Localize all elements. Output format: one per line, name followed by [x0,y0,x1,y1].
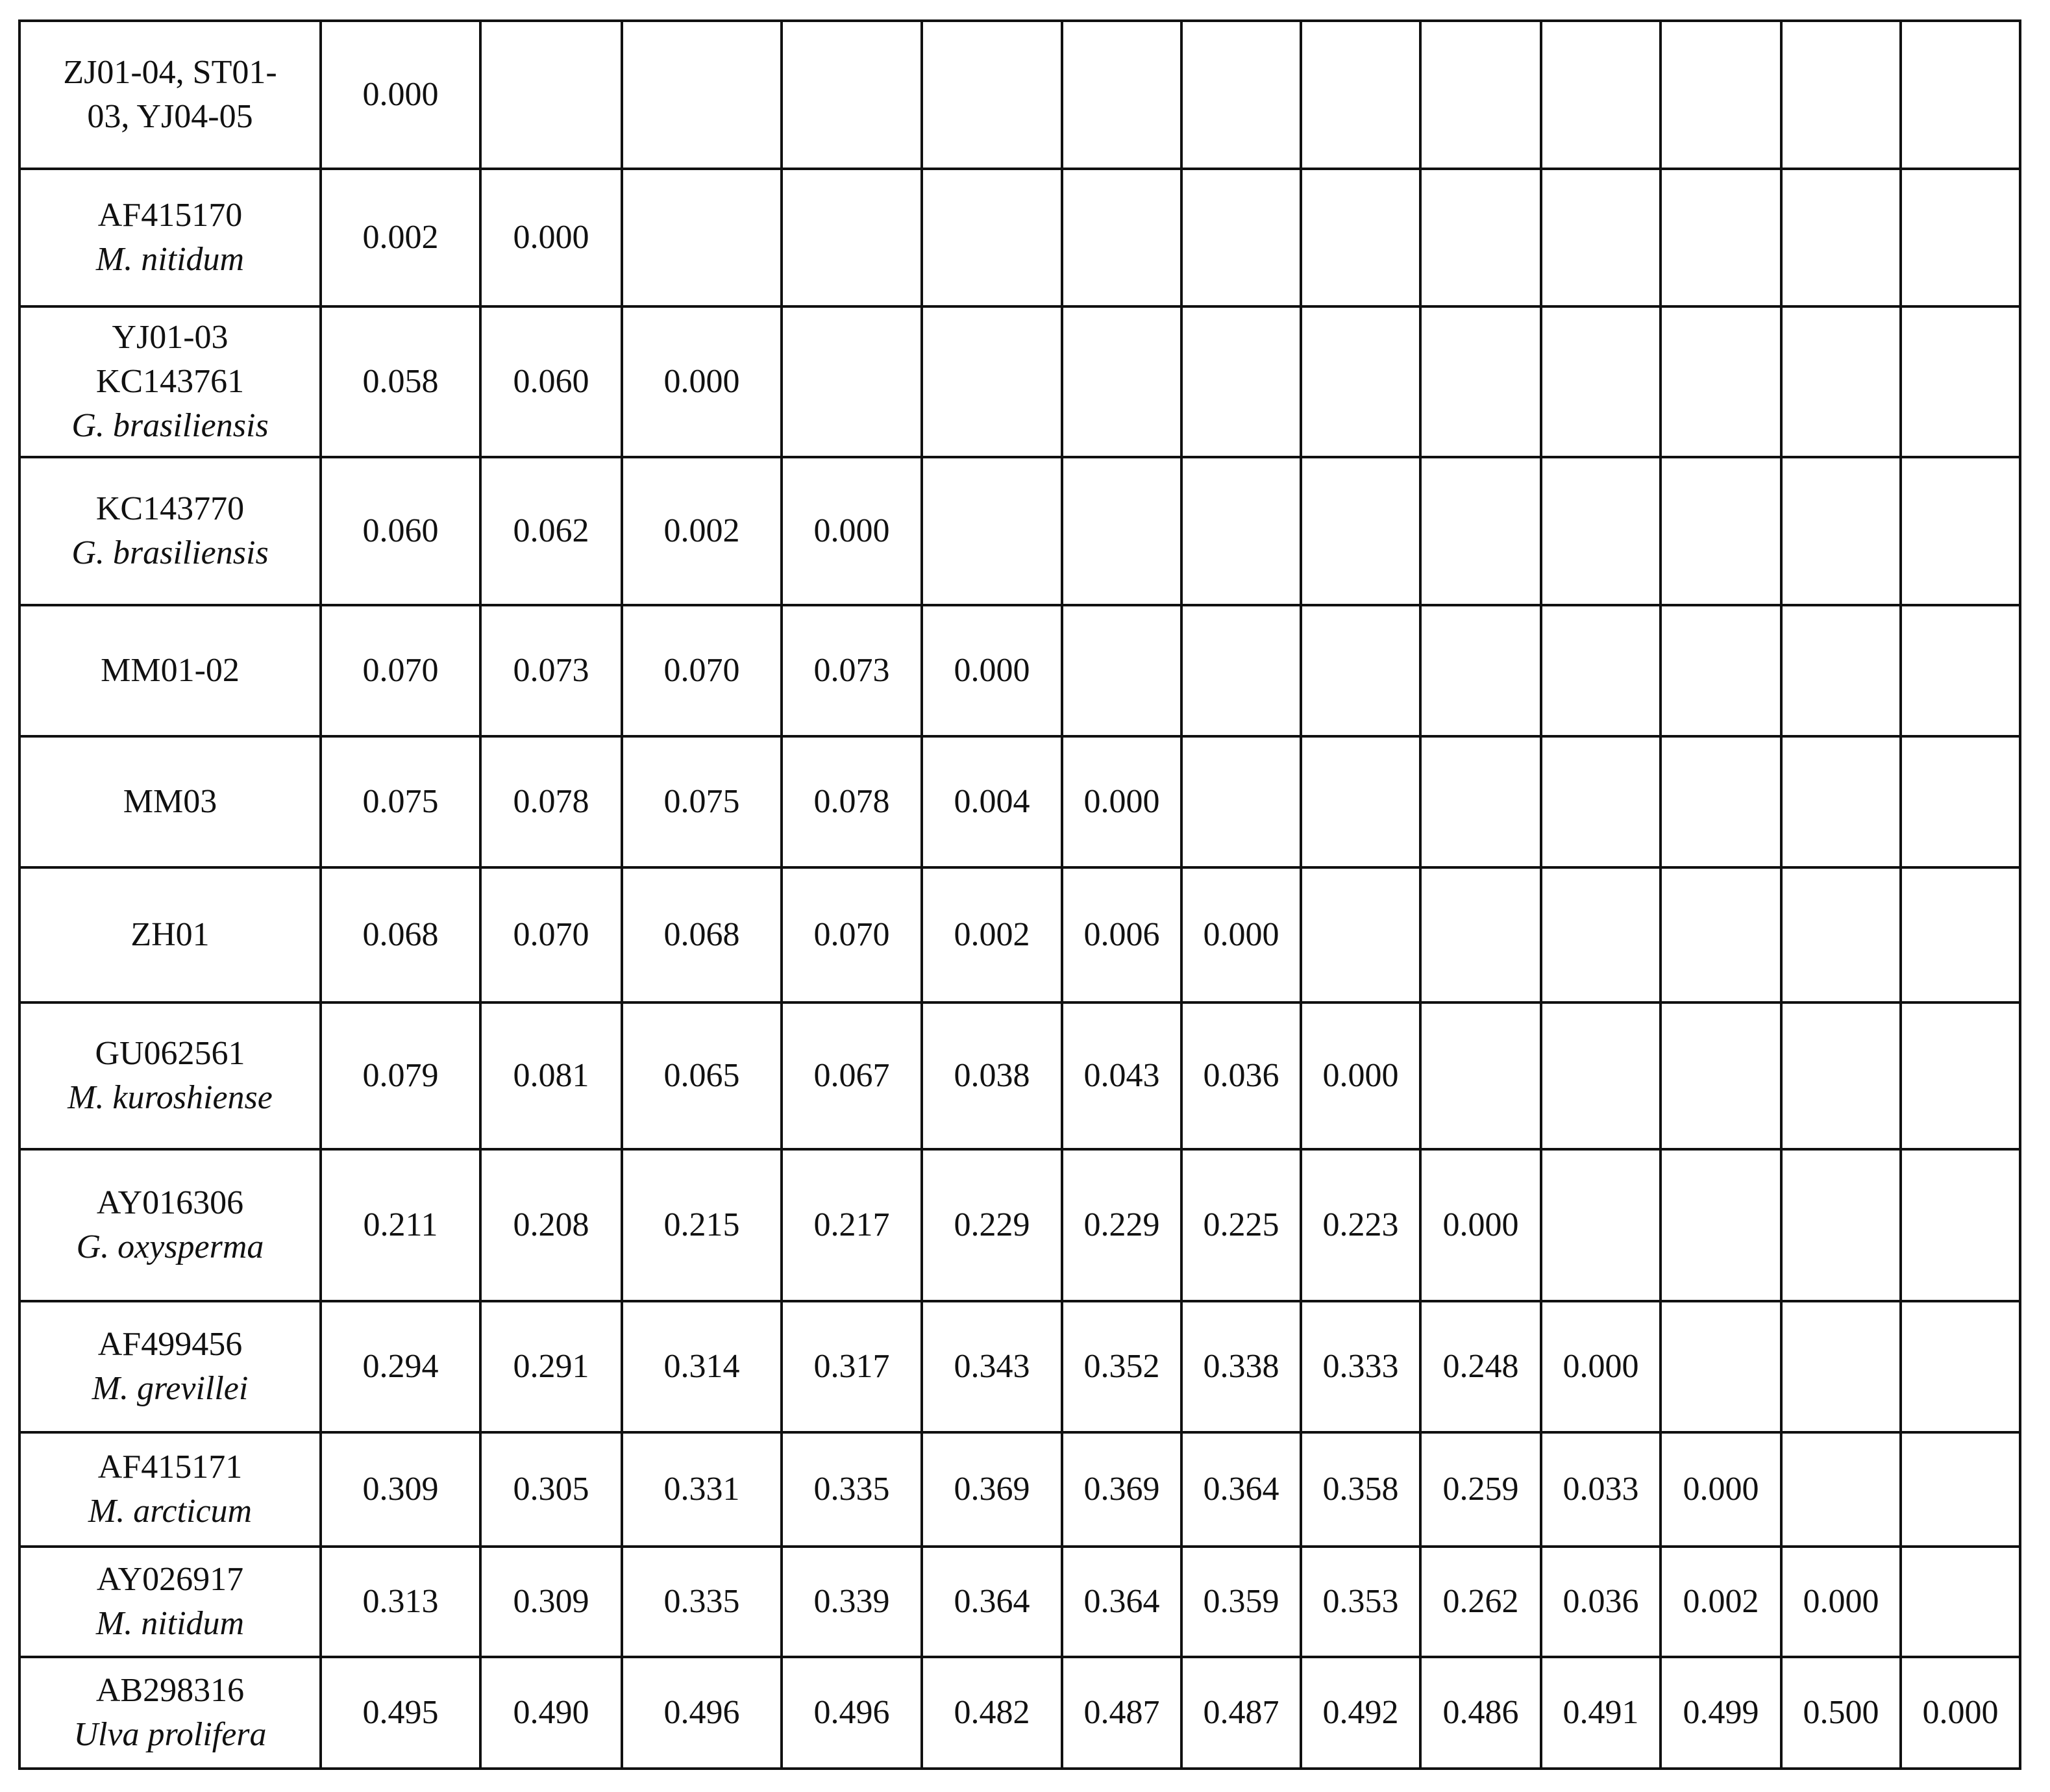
accession-label: YJ01-03 [112,319,228,356]
distance-matrix-table [18,19,2021,1770]
distance-value: 0.313 [321,1547,480,1657]
empty-cell [1661,169,1781,306]
distance-value: 0.217 [782,1149,922,1301]
species-name: M. nitidum [95,1605,245,1642]
matrix-row [19,1002,2020,1149]
empty-cell [1661,457,1781,605]
distance-value: 0.004 [922,736,1062,867]
distance-value: 0.000 [321,21,480,169]
empty-cell [1781,457,1901,605]
distance-value: 0.073 [480,605,622,736]
distance-value: 0.065 [622,1002,782,1149]
distance-value: 0.068 [321,867,480,1002]
empty-cell [1062,21,1181,169]
distance-value: 0.499 [1661,1657,1781,1769]
distance-value: 0.487 [1062,1657,1181,1769]
distance-value: 0.491 [1541,1657,1661,1769]
empty-cell [782,169,922,306]
accession-label: ZJ01-04, ST01- [63,54,277,91]
empty-cell [1301,306,1420,457]
matrix-row [19,1547,2020,1657]
distance-value: 0.338 [1181,1301,1301,1432]
distance-value: 0.000 [1661,1432,1781,1547]
distance-value: 0.482 [922,1657,1062,1769]
matrix-row [19,1432,2020,1547]
empty-cell [1901,867,2020,1002]
distance-value: 0.000 [1301,1002,1420,1149]
distance-value: 0.000 [782,457,922,605]
row-label [19,867,321,1002]
row-label [19,1301,321,1432]
distance-value: 0.495 [321,1657,480,1769]
distance-value: 0.075 [321,736,480,867]
accession-label: AY026917 [96,1561,244,1598]
empty-cell [1901,1547,2020,1657]
empty-cell [1781,1301,1901,1432]
distance-value: 0.000 [480,169,622,306]
row-label [19,605,321,736]
empty-cell [1661,1149,1781,1301]
empty-cell [1420,867,1541,1002]
distance-value: 0.333 [1301,1301,1420,1432]
matrix-row [19,1301,2020,1432]
distance-value: 0.070 [321,605,480,736]
species-name: Ulva prolifera [73,1716,267,1753]
row-label [19,306,321,457]
empty-cell [1301,169,1420,306]
distance-value: 0.364 [922,1547,1062,1657]
row-label [19,736,321,867]
species-name: M. nitidum [95,241,245,278]
distance-value: 0.000 [1541,1301,1661,1432]
matrix-row [19,1657,2020,1769]
empty-cell [1541,1149,1661,1301]
empty-cell [1781,21,1901,169]
empty-cell [1901,169,2020,306]
distance-value: 0.500 [1781,1657,1901,1769]
empty-cell [1541,457,1661,605]
distance-value: 0.229 [922,1149,1062,1301]
empty-cell [622,169,782,306]
empty-cell [1781,169,1901,306]
row-label [19,21,321,169]
distance-value: 0.305 [480,1432,622,1547]
matrix-row [19,21,2020,169]
empty-cell [1901,1149,2020,1301]
distance-value: 0.314 [622,1301,782,1432]
distance-value: 0.335 [782,1432,922,1547]
distance-value: 0.078 [480,736,622,867]
distance-value: 0.078 [782,736,922,867]
matrix-row [19,457,2020,605]
empty-cell [1661,1002,1781,1149]
matrix-row [19,1149,2020,1301]
distance-value: 0.075 [622,736,782,867]
empty-cell [1781,867,1901,1002]
accession-label: AY016306 [96,1184,244,1221]
accession-label: GU062561 [95,1035,245,1072]
empty-cell [1181,169,1301,306]
empty-cell [1781,605,1901,736]
empty-cell [1301,867,1420,1002]
distance-value: 0.291 [480,1301,622,1432]
species-name: G. brasiliensis [71,407,269,444]
distance-value: 0.062 [480,457,622,605]
distance-value: 0.369 [1062,1432,1181,1547]
distance-value: 0.225 [1181,1149,1301,1301]
empty-cell [922,457,1062,605]
distance-value: 0.000 [1781,1547,1901,1657]
empty-cell [1181,21,1301,169]
row-label [19,457,321,605]
species-name: M. grevillei [92,1370,249,1407]
empty-cell [922,21,1062,169]
empty-cell [922,306,1062,457]
distance-value: 0.317 [782,1301,922,1432]
distance-value: 0.033 [1541,1432,1661,1547]
matrix-row [19,169,2020,306]
distance-value: 0.000 [622,306,782,457]
distance-value: 0.262 [1420,1547,1541,1657]
matrix-row [19,306,2020,457]
empty-cell [1301,457,1420,605]
row-label [19,1002,321,1149]
distance-value: 0.006 [1062,867,1181,1002]
distance-value: 0.335 [622,1547,782,1657]
empty-cell [1420,21,1541,169]
matrix-row [19,605,2020,736]
accession-label: ZH01 [130,916,210,953]
accession-label: AB298316 [95,1672,245,1709]
empty-cell [1781,1002,1901,1149]
empty-cell [1541,1002,1661,1149]
distance-value: 0.358 [1301,1432,1420,1547]
empty-cell [1661,306,1781,457]
empty-cell [782,306,922,457]
distance-value: 0.002 [321,169,480,306]
empty-cell [1301,736,1420,867]
distance-value: 0.081 [480,1002,622,1149]
empty-cell [1420,1002,1541,1149]
empty-cell [1062,306,1181,457]
distance-value: 0.070 [480,867,622,1002]
empty-cell [1062,169,1181,306]
distance-value: 0.309 [321,1432,480,1547]
distance-value: 0.000 [1062,736,1181,867]
empty-cell [1301,21,1420,169]
distance-value: 0.490 [480,1657,622,1769]
distance-value: 0.223 [1301,1149,1420,1301]
distance-value: 0.492 [1301,1657,1420,1769]
empty-cell [1661,867,1781,1002]
distance-value: 0.486 [1420,1657,1541,1769]
empty-cell [1062,457,1181,605]
distance-value: 0.002 [922,867,1062,1002]
distance-value: 0.369 [922,1432,1062,1547]
empty-cell [922,169,1062,306]
distance-value: 0.331 [622,1432,782,1547]
distance-value: 0.002 [622,457,782,605]
row-label [19,1149,321,1301]
distance-value: 0.000 [1901,1657,2020,1769]
species-name: G. oxysperma [76,1228,264,1265]
accession-label: AF499456 [97,1326,243,1363]
distance-value: 0.079 [321,1002,480,1149]
empty-cell [1661,21,1781,169]
empty-cell [1062,605,1181,736]
empty-cell [1420,736,1541,867]
accession-label: MM01-02 [101,652,240,689]
empty-cell [1661,605,1781,736]
empty-cell [1541,306,1661,457]
accession-label: KC143770 [95,490,245,527]
distance-value: 0.070 [782,867,922,1002]
empty-cell [1661,736,1781,867]
distance-value: 0.364 [1181,1432,1301,1547]
distance-value: 0.060 [321,457,480,605]
empty-cell [1781,306,1901,457]
distance-value: 0.487 [1181,1657,1301,1769]
distance-value: 0.496 [622,1657,782,1769]
distance-value: 0.352 [1062,1301,1181,1432]
empty-cell [1901,605,2020,736]
matrix-row [19,867,2020,1002]
empty-cell [782,21,922,169]
accession-label: 03, YJ04-05 [87,98,253,135]
empty-cell [1901,1002,2020,1149]
distance-value: 0.215 [622,1149,782,1301]
distance-value: 0.000 [1420,1149,1541,1301]
empty-cell [1420,169,1541,306]
accession-label: AF415171 [97,1449,243,1486]
distance-value: 0.036 [1541,1547,1661,1657]
empty-cell [1541,605,1661,736]
empty-cell [1781,1432,1901,1547]
distance-value: 0.000 [1181,867,1301,1002]
empty-cell [1901,1301,2020,1432]
distance-value: 0.067 [782,1002,922,1149]
matrix-body [19,21,2020,1769]
row-label [19,1657,321,1769]
empty-cell [1181,457,1301,605]
empty-cell [1901,457,2020,605]
empty-cell [1181,736,1301,867]
distance-value: 0.359 [1181,1547,1301,1657]
accession-label: MM03 [123,783,217,820]
distance-value: 0.229 [1062,1149,1181,1301]
empty-cell [1420,605,1541,736]
distance-value: 0.000 [922,605,1062,736]
distance-value: 0.364 [1062,1547,1181,1657]
distance-value: 0.294 [321,1301,480,1432]
empty-cell [1661,1301,1781,1432]
empty-cell [1181,306,1301,457]
row-label [19,1547,321,1657]
distance-value: 0.060 [480,306,622,457]
empty-cell [1901,1432,2020,1547]
empty-cell [1420,457,1541,605]
empty-cell [1541,867,1661,1002]
empty-cell [1901,21,2020,169]
distance-value: 0.002 [1661,1547,1781,1657]
empty-cell [1541,736,1661,867]
empty-cell [1901,736,2020,867]
empty-cell [1541,21,1661,169]
distance-value: 0.073 [782,605,922,736]
distance-value: 0.070 [622,605,782,736]
empty-cell [1781,736,1901,867]
empty-cell [622,21,782,169]
distance-value: 0.248 [1420,1301,1541,1432]
empty-cell [1781,1149,1901,1301]
accession-label: AF415170 [97,197,243,234]
distance-value: 0.036 [1181,1002,1301,1149]
distance-value: 0.259 [1420,1432,1541,1547]
matrix-row [19,736,2020,867]
empty-cell [1420,306,1541,457]
species-name: M. kuroshiense [68,1079,273,1116]
empty-cell [1541,169,1661,306]
distance-value: 0.043 [1062,1002,1181,1149]
empty-cell [1181,605,1301,736]
distance-value: 0.058 [321,306,480,457]
accession-label: KC143761 [95,363,245,400]
distance-value: 0.309 [480,1547,622,1657]
empty-cell [1901,306,2020,457]
empty-cell [1301,605,1420,736]
empty-cell [480,21,622,169]
distance-value: 0.038 [922,1002,1062,1149]
distance-value: 0.208 [480,1149,622,1301]
species-name: G. brasiliensis [71,534,269,571]
distance-value: 0.353 [1301,1547,1420,1657]
row-label [19,169,321,306]
distance-value: 0.068 [622,867,782,1002]
species-name: M. arcticum [88,1493,253,1530]
distance-value: 0.496 [782,1657,922,1769]
distance-value: 0.211 [321,1149,480,1301]
distance-value: 0.343 [922,1301,1062,1432]
row-label [19,1432,321,1547]
distance-value: 0.339 [782,1547,922,1657]
